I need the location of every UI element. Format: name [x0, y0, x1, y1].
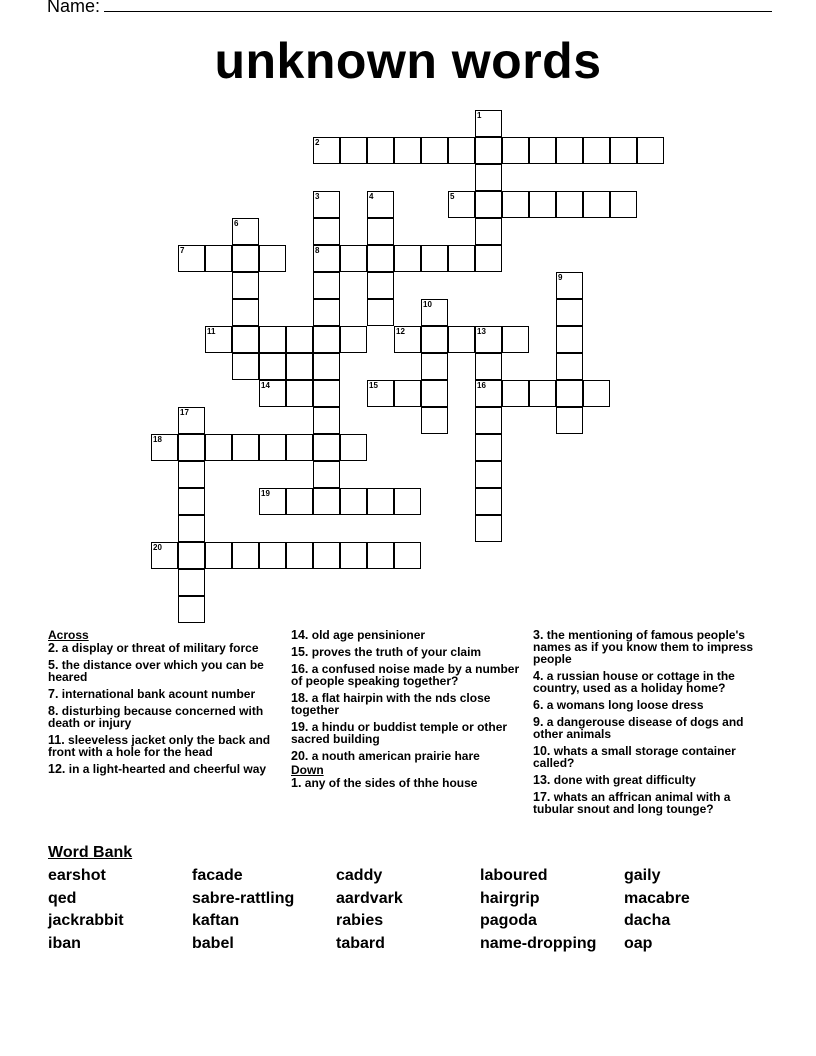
- grid-cell[interactable]: [475, 245, 502, 272]
- grid-cell[interactable]: [232, 434, 259, 461]
- grid-cell[interactable]: [286, 542, 313, 569]
- grid-cell[interactable]: [367, 542, 394, 569]
- clue-num: 2.: [48, 641, 59, 655]
- clue-number: 20: [153, 543, 162, 552]
- clue-num: 17.: [533, 790, 551, 804]
- word-bank-word: kaftan: [192, 912, 240, 929]
- grid-cell[interactable]: [475, 218, 502, 245]
- word-bank-word: oap: [624, 935, 653, 952]
- word-bank-word: caddy: [336, 867, 383, 884]
- grid-cell[interactable]: [313, 488, 340, 515]
- clue-num: 6.: [533, 698, 544, 712]
- grid-cell[interactable]: [313, 218, 340, 245]
- grid-cell[interactable]: [259, 326, 286, 353]
- clue-item: [533, 774, 765, 786]
- clue-text: a confused noise made by a number of people speaking together?: [291, 662, 520, 688]
- clue-item: [533, 745, 765, 769]
- grid-cell[interactable]: [259, 542, 286, 569]
- grid-cell[interactable]: [394, 542, 421, 569]
- clue-number: 15: [369, 381, 378, 390]
- grid-cell[interactable]: [178, 596, 205, 623]
- clue-item: [48, 734, 280, 758]
- clue-number: 12: [396, 327, 405, 336]
- grid-cell[interactable]: [205, 542, 232, 569]
- grid-cell[interactable]: [448, 326, 475, 353]
- clue-number: 1: [477, 111, 482, 120]
- grid-cell[interactable]: [610, 137, 637, 164]
- grid-cell[interactable]: [475, 191, 502, 218]
- clue-text: the distance over which you can be heared: [48, 658, 264, 684]
- clue-text: whats a small storage container called?: [533, 744, 736, 770]
- grid-cell[interactable]: [232, 353, 259, 380]
- word-bank-word: tabard: [336, 935, 385, 952]
- grid-cell[interactable]: [313, 434, 340, 461]
- grid-cell[interactable]: [340, 137, 367, 164]
- grid-cell[interactable]: [475, 164, 502, 191]
- grid-cell[interactable]: [583, 191, 610, 218]
- clue-item: [48, 642, 280, 654]
- clue-item: [291, 721, 521, 745]
- clue-num: 1.: [291, 776, 302, 790]
- grid-cell[interactable]: [475, 407, 502, 434]
- clue-text: a flat hairpin with the nds close together: [291, 691, 491, 717]
- clue-item: [533, 791, 765, 815]
- clue-number: 11: [207, 327, 216, 336]
- grid-cell[interactable]: [475, 137, 502, 164]
- clue-item: [48, 763, 280, 775]
- clue-num: 5.: [48, 658, 59, 672]
- grid-cell[interactable]: [313, 299, 340, 326]
- grid-cell[interactable]: [529, 191, 556, 218]
- grid-cell[interactable]: [421, 380, 448, 407]
- clue-text: a nouth american prairie hare: [311, 749, 480, 763]
- clues-column-3: [533, 629, 765, 820]
- grid-cell[interactable]: [313, 272, 340, 299]
- grid-cell[interactable]: [367, 137, 394, 164]
- clue-text: done with great difficulty: [553, 773, 696, 787]
- clue-num: 7.: [48, 687, 59, 701]
- grid-cell[interactable]: [259, 353, 286, 380]
- grid-cell[interactable]: [421, 137, 448, 164]
- word-bank-word: aardvark: [336, 890, 403, 907]
- grid-cell[interactable]: [475, 461, 502, 488]
- word-bank-word: facade: [192, 867, 243, 884]
- clue-number: 6: [234, 219, 239, 228]
- clue-num: 11.: [48, 733, 65, 747]
- word-bank-word: hairgrip: [480, 890, 540, 907]
- clue-number: 2: [315, 138, 320, 147]
- name-label: Name:: [47, 0, 101, 16]
- grid-cell[interactable]: [313, 326, 340, 353]
- clue-item: [291, 692, 521, 716]
- grid-cell[interactable]: [583, 137, 610, 164]
- word-bank-word: qed: [48, 890, 77, 907]
- clue-item: [533, 629, 765, 665]
- clues-column-2: [291, 629, 521, 794]
- grid-cell[interactable]: [367, 299, 394, 326]
- clue-number: 5: [450, 192, 455, 201]
- clue-text: whats an affrican animal with a tubular snout and long tounge?: [533, 790, 731, 816]
- clue-number: 8: [315, 246, 320, 255]
- grid-cell[interactable]: [340, 488, 367, 515]
- grid-cell[interactable]: [286, 326, 313, 353]
- grid-cell[interactable]: [556, 326, 583, 353]
- clue-text: a womans long loose dress: [546, 698, 704, 712]
- clue-item: [291, 646, 521, 658]
- clue-number: 18: [153, 435, 162, 444]
- word-bank-word: jackrabbit: [48, 912, 124, 929]
- clue-number: 14: [261, 381, 270, 390]
- word-bank-title: Word Bank: [48, 844, 133, 861]
- grid-cell[interactable]: [421, 353, 448, 380]
- clue-number: 9: [558, 273, 563, 282]
- clue-number: 13: [477, 327, 486, 336]
- grid-cell[interactable]: [259, 434, 286, 461]
- grid-cell[interactable]: [313, 407, 340, 434]
- word-bank-word: laboured: [480, 867, 548, 884]
- grid-cell[interactable]: [502, 380, 529, 407]
- clue-number: 7: [180, 246, 185, 255]
- grid-cell[interactable]: [232, 542, 259, 569]
- grid-cell[interactable]: [367, 218, 394, 245]
- grid-cell[interactable]: [394, 245, 421, 272]
- grid-cell[interactable]: [286, 353, 313, 380]
- grid-cell[interactable]: [421, 245, 448, 272]
- grid-cell[interactable]: [178, 434, 205, 461]
- grid-cell[interactable]: [286, 488, 313, 515]
- clue-number: 3: [315, 192, 320, 201]
- grid-cell[interactable]: [340, 434, 367, 461]
- grid-cell[interactable]: [313, 353, 340, 380]
- grid-cell[interactable]: [475, 488, 502, 515]
- grid-cell[interactable]: [556, 191, 583, 218]
- grid-cell[interactable]: [394, 488, 421, 515]
- grid-cell[interactable]: [313, 542, 340, 569]
- clue-num: 10.: [533, 744, 551, 758]
- clue-num: 13.: [533, 773, 551, 787]
- grid-cell[interactable]: [313, 461, 340, 488]
- clue-num: 16.: [291, 662, 309, 676]
- grid-cell[interactable]: [475, 515, 502, 542]
- grid-cell[interactable]: [286, 380, 313, 407]
- clue-num: 15.: [291, 645, 309, 659]
- grid-cell[interactable]: [556, 353, 583, 380]
- grid-cell[interactable]: [502, 137, 529, 164]
- clue-number: 17: [180, 408, 189, 417]
- grid-cell[interactable]: [421, 326, 448, 353]
- clue-num: 12.: [48, 762, 66, 776]
- grid-cell[interactable]: [313, 380, 340, 407]
- grid-cell[interactable]: [367, 272, 394, 299]
- grid-cell[interactable]: [178, 515, 205, 542]
- clue-item: [291, 663, 521, 687]
- grid-cell[interactable]: [556, 137, 583, 164]
- clue-text: in a light-hearted and cheerful way: [68, 762, 267, 776]
- grid-cell[interactable]: [232, 299, 259, 326]
- clue-text: a russian house or cottage in the country, used as a holiday home?: [533, 669, 735, 695]
- clue-text: proves the truth of your claim: [311, 645, 482, 659]
- clue-number: 16: [477, 381, 486, 390]
- grid-cell[interactable]: [178, 542, 205, 569]
- clue-number: 19: [261, 489, 270, 498]
- grid-cell[interactable]: [637, 137, 664, 164]
- clue-num: 19.: [291, 720, 309, 734]
- clue-item: [533, 716, 765, 740]
- grid-cell[interactable]: [178, 461, 205, 488]
- word-bank-word: dacha: [624, 912, 671, 929]
- clue-num: 4.: [533, 669, 544, 683]
- word-bank-word: sabre-rattling: [192, 890, 295, 907]
- word-bank-word: iban: [48, 935, 81, 952]
- grid-cell[interactable]: [259, 245, 286, 272]
- grid-cell[interactable]: [529, 137, 556, 164]
- clue-text: a dangerouse disease of dogs and other animals: [533, 715, 744, 741]
- grid-cell[interactable]: [178, 569, 205, 596]
- grid-cell[interactable]: [232, 245, 259, 272]
- clue-item: [533, 670, 765, 694]
- clue-item: [291, 750, 521, 762]
- grid-cell[interactable]: [556, 299, 583, 326]
- word-bank-word: babel: [192, 935, 234, 952]
- clue-item: [533, 699, 765, 711]
- word-bank-word: gaily: [624, 867, 661, 884]
- clue-num: 3.: [533, 628, 544, 642]
- word-bank-word: earshot: [48, 867, 106, 884]
- grid-cell[interactable]: [448, 137, 475, 164]
- clue-text: any of the sides of thhe house: [304, 776, 478, 790]
- grid-cell[interactable]: [421, 407, 448, 434]
- clue-number: 4: [369, 192, 374, 201]
- clue-item: [48, 705, 280, 729]
- grid-cell[interactable]: [502, 191, 529, 218]
- grid-cell[interactable]: [232, 272, 259, 299]
- grid-cell[interactable]: [583, 380, 610, 407]
- grid-cell[interactable]: [340, 542, 367, 569]
- grid-cell[interactable]: [475, 434, 502, 461]
- grid-cell[interactable]: [286, 434, 313, 461]
- grid-cell[interactable]: [232, 326, 259, 353]
- across-heading: Across: [48, 628, 89, 642]
- clue-num: 20.: [291, 749, 309, 763]
- clue-number: 10: [423, 300, 432, 309]
- clue-text: the mentioning of famous people's names as if you know them to impress people: [533, 628, 754, 666]
- clue-text: international bank acount number: [61, 687, 256, 701]
- down-heading: Down: [291, 763, 324, 777]
- grid-cell[interactable]: [340, 245, 367, 272]
- word-bank-word: pagoda: [480, 912, 537, 929]
- clue-item: [291, 777, 521, 789]
- clue-num: 14.: [291, 628, 309, 642]
- clues-column-1: [48, 629, 280, 780]
- word-bank-word: name-dropping: [480, 935, 597, 952]
- clue-num: 8.: [48, 704, 59, 718]
- clue-item: [48, 659, 280, 683]
- grid-cell[interactable]: [556, 380, 583, 407]
- grid-cell[interactable]: [394, 380, 421, 407]
- grid-cell[interactable]: [178, 488, 205, 515]
- grid-cell[interactable]: [367, 488, 394, 515]
- page-title: unknown words: [214, 33, 602, 89]
- word-bank-word: rabies: [336, 912, 384, 929]
- grid-cell[interactable]: [448, 245, 475, 272]
- grid-cell[interactable]: [556, 407, 583, 434]
- clue-text: a hindu or buddist temple or other sacred building: [291, 720, 508, 746]
- grid-cell[interactable]: [367, 245, 394, 272]
- clue-item: [291, 629, 521, 641]
- clue-num: 9.: [533, 715, 544, 729]
- clue-text: sleeveless jacket only the back and front with a hole for the head: [48, 733, 271, 759]
- grid-cell[interactable]: [340, 326, 367, 353]
- grid-cell[interactable]: [394, 137, 421, 164]
- grid-cell[interactable]: [205, 434, 232, 461]
- clue-text: a display or threat of military force: [61, 641, 259, 655]
- grid-cell[interactable]: [205, 245, 232, 272]
- clue-text: disturbing because concerned with death or injury: [48, 704, 264, 730]
- word-bank-word: macabre: [624, 890, 690, 907]
- grid-cell[interactable]: [529, 380, 556, 407]
- grid-cell[interactable]: [502, 326, 529, 353]
- clue-item: [48, 688, 280, 700]
- grid-cell[interactable]: [475, 353, 502, 380]
- clue-text: old age pensinioner: [311, 628, 426, 642]
- clue-num: 18.: [291, 691, 309, 705]
- grid-cell[interactable]: [610, 191, 637, 218]
